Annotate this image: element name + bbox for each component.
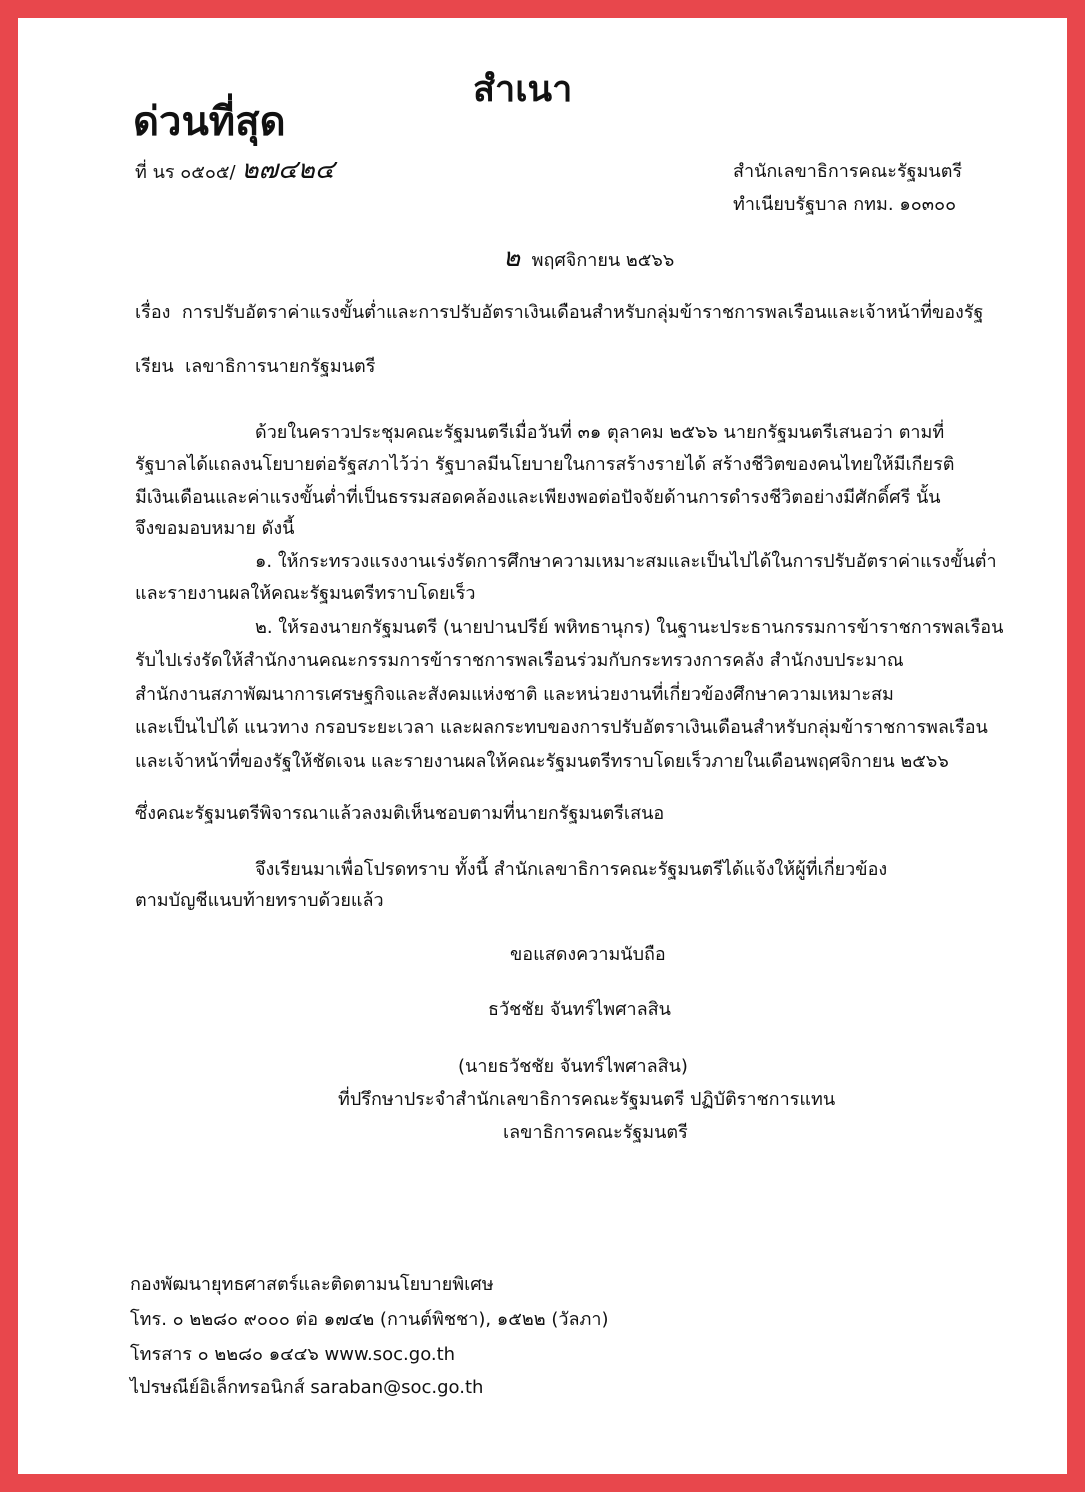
footer-division: กองพัฒนายุทธศาสตร์และติดตามนโยบายพิเศษ [130,1274,494,1295]
para1-line: รัฐบาลได้แถลงนโยบายต่อรัฐสภาไว้ว่า รัฐบาลมีนโยบายในการสร้างรายได้ สร้างชีวิตของคนไทยให้มีเกียรติ [135,454,955,475]
signatory-position: เลขาธิการคณะรัฐมนตรี [503,1122,688,1143]
recipient-line [135,355,375,379]
ref-prefix: ที่ นร ๐๕๐๕/ [135,162,236,183]
urgency-label: ด่วนที่สุด [133,99,286,145]
item2-line: รับไปเร่งรัดให้สำนักงานคณะกรรมการข้าราชการพลเรือนร่วมกับกระทรวงการคลัง สำนักงบประมาณ [135,650,904,671]
footer-fax: โทรสาร ๐ ๒๒๘๐ ๑๔๔๖ www.soc.go.th [130,1344,456,1365]
ref-number-handwritten: ๒๗๔๒๔ [241,155,335,185]
closing-line: ตามบัญชีแนบท้ายทราบด้วยแล้ว [135,890,384,911]
date-month-year: พฤศจิกายน ๒๕๖๖ [531,250,675,271]
salutation: ขอแสดงความนับถือ [510,944,666,965]
footer-email: ไปรษณีย์อิเล็กทรอนิกส์ saraban@soc.go.th [130,1377,484,1398]
office-line2: ทำเนียบรัฐบาล กทม. ๑๐๓๐๐ [733,194,957,215]
item2-line: และเป็นไปได้ แนวทาง กรอบระยะเวลา และผลกระทบของการปรับอัตราเงินเดือนสำหรับกลุ่มข้าราชการพลเรือน [135,717,988,738]
para1-line: ด้วยในคราวประชุมคณะรัฐมนตรีเมื่อวันที่ ๓๑ ตุลาคม ๒๕๖๖ นายกรัฐมนตรีเสนอว่า ตามที่ [255,422,945,443]
item2-line: สำนักงานสภาพัฒนาการเศรษฐกิจและสังคมแห่งชาติ และหน่วยงานที่เกี่ยวข้องศึกษาความเหมาะสม [135,684,894,705]
date-day-handwritten: ๒ [503,243,521,273]
item2-line: ๒. ให้รองนายกรัฐมนตรี (นายปานปรีย์ พหิทธานุกร) ในฐานะประธานกรรมการข้าราชการพลเรือน [255,617,1004,638]
subject-line [135,301,983,325]
recipient-text: เลขาธิการนายกรัฐมนตรี [185,356,376,377]
resolution-text: ซึ่งคณะรัฐมนตรีพิจารณาแล้วลงมติเห็นชอบตามที่นายกรัฐมนตรีเสนอ [135,803,665,824]
reference-number [135,155,335,185]
office-line1: สำนักเลขาธิการคณะรัฐมนตรี [733,161,963,182]
subject-label: เรื่อง [135,302,171,323]
para1-line: จึงขอมอบหมาย ดังนี้ [135,518,295,539]
para1-line: มีเงินเดือนและค่าแรงขั้นต่ำที่เป็นธรรมสอดคล้องและเพียงพอต่อปัจจัยด้านการดำรงชีวิตอย่างมีศักดิ์ศรี นั้น [135,487,941,508]
signatory-full-name: (นายธวัชชัย จันทร์ไพศาลสิน) [458,1056,688,1077]
document-date [503,243,675,273]
item1-line: ๑. ให้กระทรวงแรงงานเร่งรัดการศึกษาความเหมาะสมและเป็นไปได้ในการปรับอัตราค่าแรงขั้นต่ำ [255,551,997,572]
subject-text: การปรับอัตราค่าแรงขั้นต่ำและการปรับอัตราเงินเดือนสำหรับกลุ่มข้าราชการพลเรือนและเจ้าหน้าที่ของรัฐ [181,302,984,323]
copy-label: สำเนา [473,69,573,110]
closing-line: จึงเรียนมาเพื่อโปรดทราบ ทั้งนี้ สำนักเลขาธิการคณะรัฐมนตรีได้แจ้งให้ผู้ที่เกี่ยวข้อง [255,859,888,880]
item1-line: และรายงานผลให้คณะรัฐมนตรีทราบโดยเร็ว [135,583,476,604]
signatory-position: ที่ปรึกษาประจำสำนักเลขาธิการคณะรัฐมนตรี ปฏิบัติราชการแทน [338,1089,836,1110]
footer-phone: โทร. ๐ ๒๒๘๐ ๙๐๐๐ ต่อ ๑๗๔๒ (กานต์พิชชา), ๑๕๒๒ (วัลภา) [130,1309,609,1330]
item2-line: และเจ้าหน้าที่ของรัฐให้ชัดเจน และรายงานผลให้คณะรัฐมนตรีทราบโดยเร็วภายในเดือนพฤศจิกายน ๒๕๖๖ [135,751,949,772]
recipient-label: เรียน [135,356,174,377]
document-page [18,18,1067,1474]
signed-name: ธวัชชัย จันทร์ไพศาลสิน [488,999,671,1020]
